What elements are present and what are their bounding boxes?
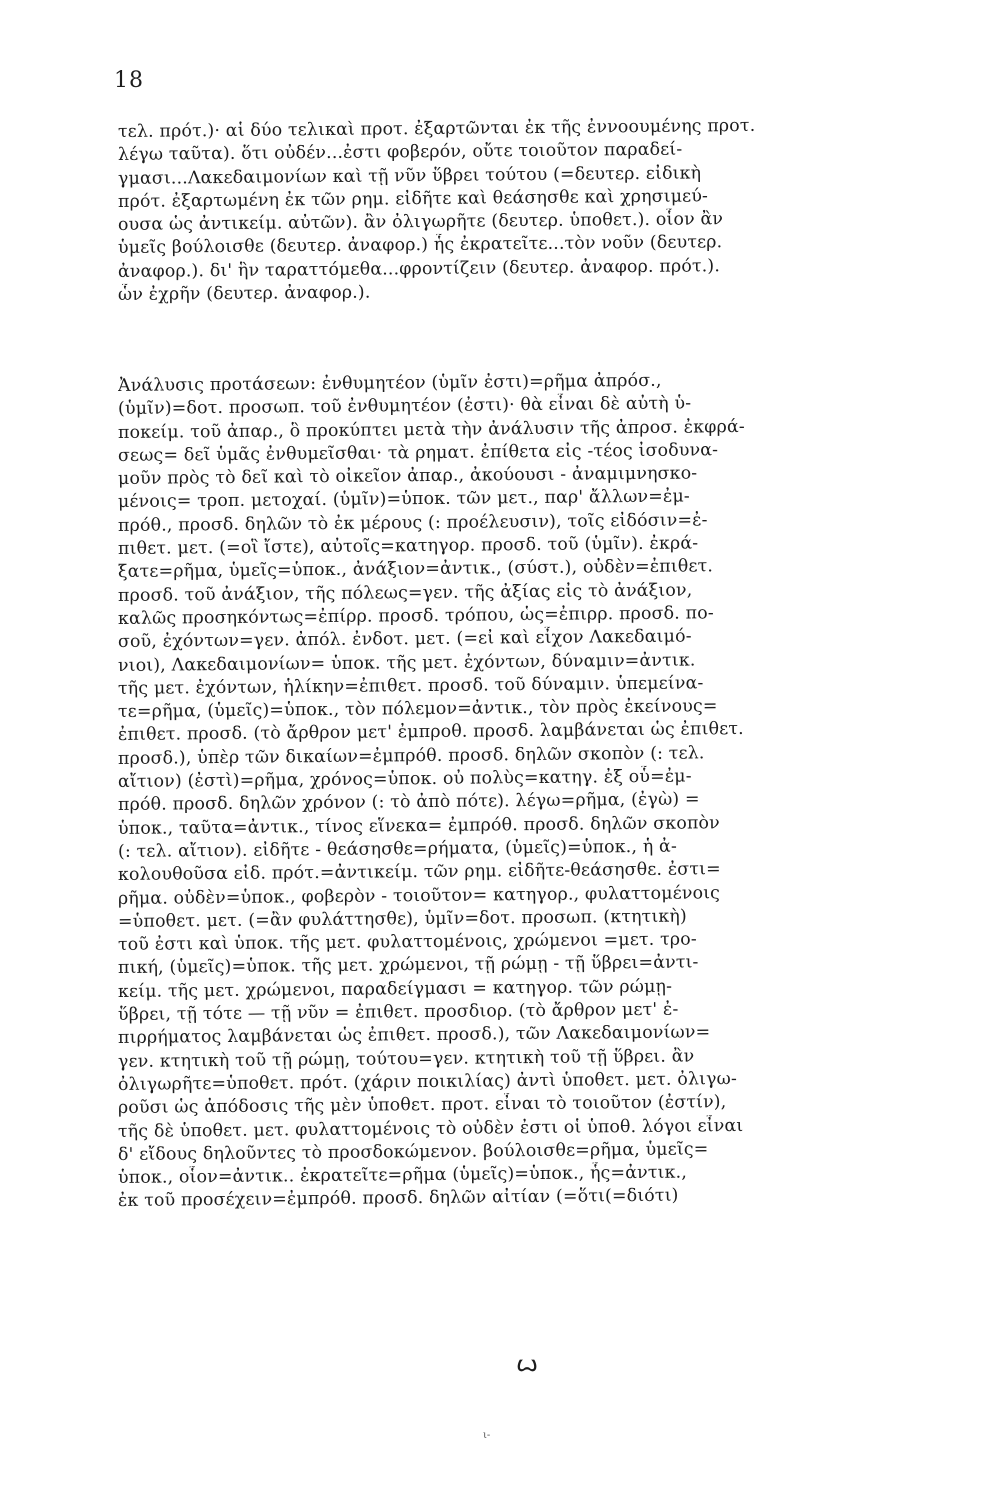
text-line: ἐκ τοῦ προσέχειν=ἐμπρόθ. προσδ. δηλῶν αἰτίαν (=ὅτι(=διότι) bbox=[117, 1186, 679, 1212]
text-line: πρότ. ἐξαρτωμένη ἐκ τῶν ρημ. εἰδῆτε καὶ θεάσησθε καὶ χρησιμεύ- bbox=[117, 186, 709, 212]
text-line: ἐπιθετ. προσδ. (τὸ ἄρθρον μετ' ἐμπροθ. προσδ. λαμβάνεται ὡς ἐπιθετ. bbox=[117, 719, 744, 746]
text-line: Ἀνάλυσις προτάσεων: ἐνθυμητέον (ὑμῖν ἐστι)=ρῆμα ἀπρόσ., bbox=[117, 370, 662, 396]
text-line: κείμ. τῆς μετ. χρώμενοι, παραδείγμασι = κατηγορ. τῶν ρώμῃ- bbox=[117, 976, 673, 1002]
text-line: γμασι...Λακεδαιμονίων καὶ τῇ νῦν ὕβρει τούτου (=δευτερ. εἰδικὴ bbox=[117, 162, 702, 189]
sentence-analysis-paragraph bbox=[117, 370, 930, 1214]
text-line: ποκείμ. τοῦ ἀπαρ., ὃ προκύπτει μετὰ τὴν ἀνάλυσιν τῆς ἀπροσ. ἐκφρά- bbox=[117, 416, 745, 443]
text-line: τῆς μετ. ἐχόντων, ἡλίκην=ἐπιθετ. προσδ. τοῦ δύναμιν. ὑπεμείνα- bbox=[117, 673, 704, 699]
text-line: ὑμεῖς βούλοισθε (δευτερ. ἀναφορ.) ἧς ἐκρατεῖτε...τὸν νοῦν (δευτερ. bbox=[117, 232, 723, 259]
text-line: ὀλιγωρῆτε=ὑποθετ. πρότ. (χάριν ποικιλίας) ἀντὶ ὑποθετ. μετ. ὀλιγω- bbox=[117, 1068, 738, 1095]
text-line: λέγω ταῦτα). ὅτι οὐδέν...ἐστι φοβερόν, οὔτε τοιοῦτον παραδεί- bbox=[117, 139, 683, 166]
text-line: τε=ρῆμα, (ὑμεῖς)=ὑποκ., τὸν πόλεμον=ἀντικ., τὸν πρὸς ἐκείνους= bbox=[117, 696, 718, 723]
text-line: ροῦσι ὡς ἀπόδοσις τῆς μὲν ὑποθετ. προτ. εἶναι τὸ τοιοῦτον (ἐστίν), bbox=[117, 1092, 727, 1119]
page-number: 18 bbox=[114, 68, 144, 93]
text-line: μοῦν πρὸς τὸ δεῖ καὶ τὸ οἰκεῖον ἀπαρ., ἀκούουσι - ἀναμιμνησκο- bbox=[117, 463, 698, 490]
text-line: πρόθ. προσδ. δηλῶν χρόνον (: τὸ ἀπὸ πότε). λέγω=ρῆμα, (ἐγὼ) = bbox=[117, 789, 700, 816]
text-line: μένοις= τροπ. μετοχαί. (ὑμῖν)=ὑποκ. τῶν μετ., παρ' ἄλλων=ἐμ- bbox=[117, 486, 690, 513]
text-line: πιθετ. μετ. (=οἳ ἴστε), αὐτοῖς=κατηγορ. προσδ. τοῦ (ὑμῖν). ἐκρά- bbox=[117, 533, 699, 560]
text-line: γεν. κτητικὴ τοῦ τῇ ρώμῃ, τούτου=γεν. κτητικὴ τοῦ τῇ ὕβρει. ἂν bbox=[117, 1046, 695, 1072]
footer-mark: ι- bbox=[483, 1430, 491, 1441]
text-line: δ' εἴδους δηλοῦντες τὸ προσδοκώμενον. βούλοισθε=ρῆμα, ὑμεῖς= bbox=[117, 1139, 709, 1165]
text-line: ξατε=ρῆμα, ὑμεῖς=ὑποκ., ἀνάξιον=ἀντικ., (σύστ.), οὐδὲν=ἐπιθετ. bbox=[117, 556, 714, 583]
text-line: κολουθοῦσα εἰδ. πρότ.=ἀντικείμ. τῶν ρημ. εἰδῆτε-θεάσησθε. ἐστι= bbox=[117, 859, 721, 886]
text-line: αἴτιον) (ἐστὶ)=ρῆμα, χρόνος=ὑποκ. οὐ πολὺς=κατηγ. ἐξ οὗ=ἐμ- bbox=[117, 766, 692, 793]
text-line: ὑποκ., οἷον=ἀντικ.. ἐκρατεῖτε=ρῆμα (ὑμεῖς)=ὑποκ., ἧς=ἀντικ., bbox=[117, 1162, 688, 1189]
text-line: νιοι), Λακεδαιμονίων= ὑποκ. τῆς μετ. ἐχόντων, δύναμιν=ἀντικ. bbox=[117, 650, 696, 676]
text-line: σοῦ, ἐχόντων=γεν. ἀπόλ. ἐνδοτ. μετ. (=εἰ καὶ εἶχον Λακεδαιμό- bbox=[117, 626, 692, 653]
signature-mark: Ꙍ bbox=[517, 1356, 538, 1376]
text-line: καλῶς προσηκόντως=ἐπίρρ. προσδ. τρόπου, ὡς=ἐπιρρ. προσδ. πο- bbox=[117, 603, 714, 629]
text-line: πική, (ὑμεῖς)=ὑποκ. τῆς μετ. χρώμενοι, τῇ ρώμῃ - τῇ ὕβρει=ἀντι- bbox=[117, 952, 699, 979]
text-line: πιρρήματος λαμβάνεται ὡς ἐπιθετ. προσδ.), τῶν Λακεδαιμονίων= bbox=[117, 1022, 711, 1049]
text-line: προσδ. τοῦ ἀνάξιον, τῆς πόλεως=γεν. τῆς ἀξίας εἰς τὸ ἀνάξιον, bbox=[117, 580, 693, 606]
text-line: τελ. πρότ.)· αἱ δύο τελικαὶ προτ. ἐξαρτῶνται ἐκ τῆς ἐννοουμένης προτ. bbox=[117, 115, 756, 142]
text-line: σεως= δεῖ ὑμᾶς ἐνθυμεῖσθαι· τὰ ρηματ. ἐπίθετα εἰς -τέος ἰσοδυνα- bbox=[117, 440, 719, 466]
text-line: πρόθ., προσδ. δηλῶν τὸ ἐκ μέρους (: προέλευσιν), τοῖς εἰδόσιν=ἐ- bbox=[117, 510, 708, 536]
text-line: ὧν ἐχρῆν (δευτερ. ἀναφορ.). bbox=[117, 282, 371, 306]
text-line: ουσα ὡς ἀντικείμ. αὐτῶν). ἂν ὀλιγωρῆτε (δευτερ. ὑποθετ.). οἷον ἂν bbox=[117, 209, 724, 236]
text-line: προσδ.), ὑπὲρ τῶν δικαίων=ἐμπρόθ. προσδ. δηλῶν σκοπὸν (: τελ. bbox=[117, 743, 705, 769]
text-line: ὑποκ., ταῦτα=ἀντικ., τίνος εἵνεκα= ἐμπρόθ. προσδ. δηλῶν σκοπὸν bbox=[117, 812, 720, 839]
text-line: ἀναφορ.). δι' ἣν ταραττόμεθα...φροντίζειν (δευτερ. ἀναφορ. πρότ.). bbox=[117, 256, 721, 282]
text-line: ὕβρει, τῇ τότε — τῇ νῦν = ἐπιθετ. προσδιορ. (τὸ ἄρθρον μετ' ἐ- bbox=[117, 999, 679, 1026]
text-line: τοῦ ἐστι καὶ ὑποκ. τῆς μετ. φυλαττομένοις, χρώμενοι =μετ. τρο- bbox=[117, 929, 697, 956]
text-line: =ὑποθετ. μετ. (=ἂν φυλάττησθε), ὑμῖν=δοτ. προσωπ. (κτητικὴ) bbox=[117, 906, 688, 932]
commentary-paragraph-1 bbox=[117, 115, 930, 307]
text-line: (: τελ. αἴτιον). εἰδῆτε - θεάσησθε=ρήματα, (ὑμεῖς)=ὑποκ., ἡ ἀ- bbox=[117, 836, 678, 862]
text-line: ρῆμα. οὐδὲν=ὑποκ., φοβερὸν - τοιοῦτον= κατηγορ., φυλαττομένοις bbox=[117, 882, 721, 909]
text-line: (ὑμῖν)=δοτ. προσωπ. τοῦ ἐνθυμητέον (ἐστι)· θὰ εἶναι δὲ αὐτὴ ὑ- bbox=[117, 393, 692, 420]
text-line: τῆς δὲ ὑποθετ. μετ. φυλαττομένοις τὸ οὐδὲν ἐστι οἱ ὑποθ. λόγοι εἶναι bbox=[117, 1115, 744, 1142]
